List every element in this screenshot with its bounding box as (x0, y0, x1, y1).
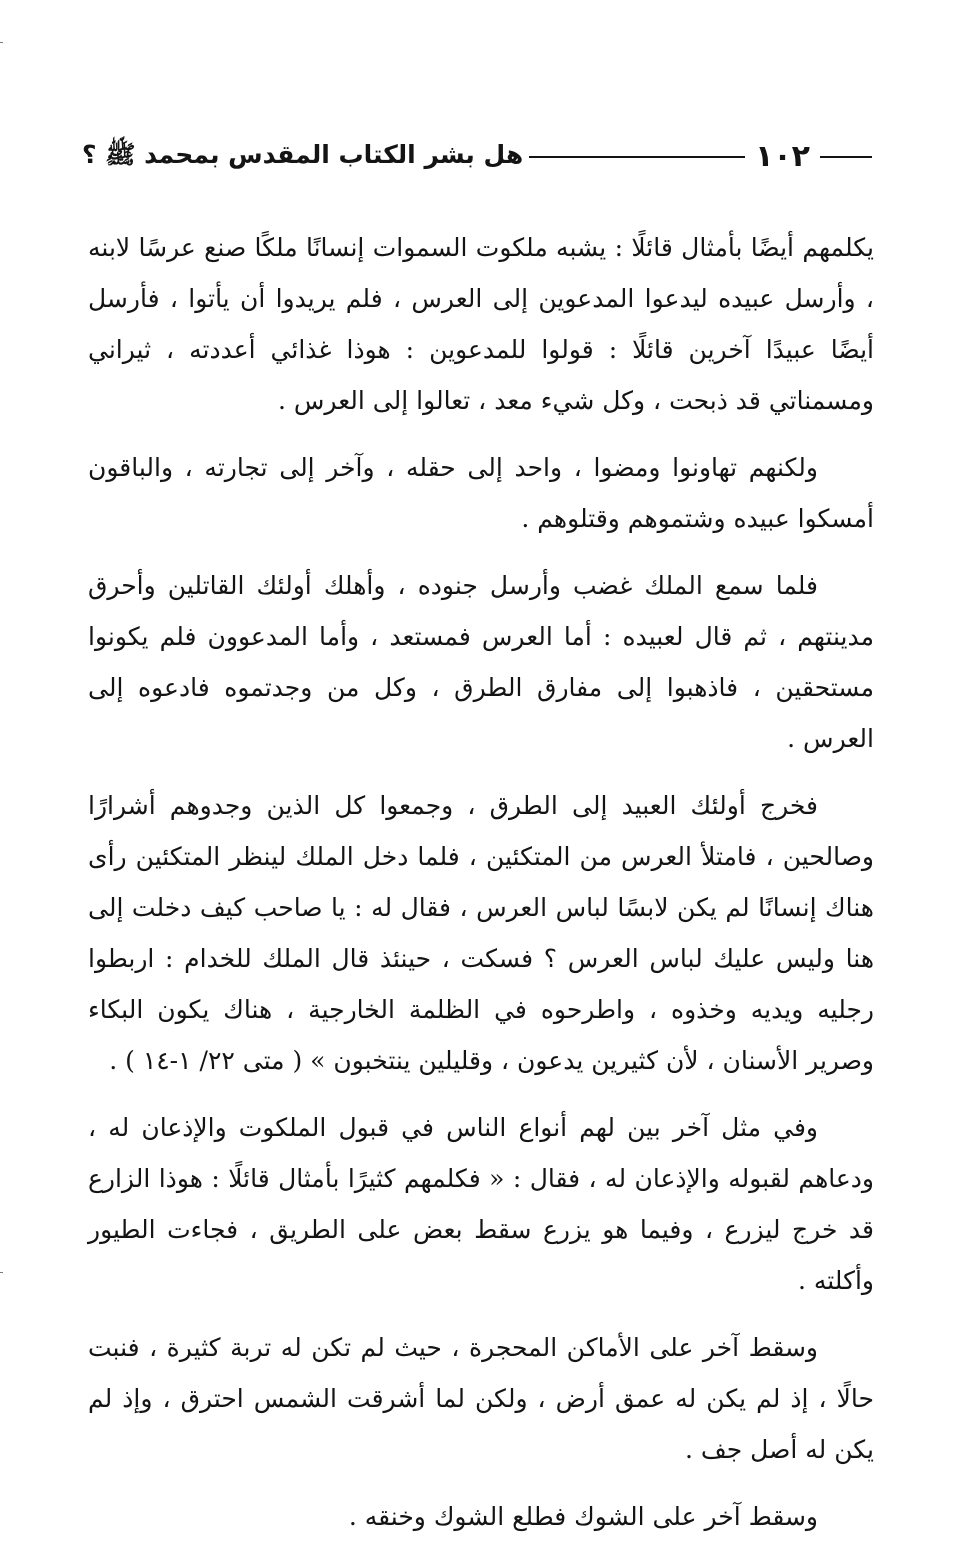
paragraph: وسقط آخر على الشوك فطلع الشوك وخنقه . (348, 1502, 818, 1531)
header-rule (529, 156, 745, 158)
body-text (88, 222, 874, 1558)
paragraph: وسقط آخر على الأماكن المحجرة ، حيث لم تكن له تربة كثيرة ، فنبت حالًا ، إذ لم يكن له عمق أرض ، ولكن لما أشرقت الشمس احترق ، وإذ لم يكن له أصل جف . (88, 1333, 874, 1464)
scan-edge-mark (0, 1272, 3, 1273)
page-number: ١٠٢ (755, 139, 810, 174)
header-rule (820, 156, 872, 158)
paragraph: وفي مثل آخر بين لهم أنواع الناس في قبول الملكوت والإذعان له ، ودعاهم لقبوله والإذعان له ، فقال : « فكلمهم كثيرًا بأمثال قائلًا : هوذا الزارع قد خرج ليزرع ، وفيما هو يزرع سقط بعض على الطريق ، فجاءت الطيور وأكلته . (88, 1113, 874, 1295)
paragraph: فخرج أولئك العبيد إلى الطرق ، وجمعوا كل الذين وجدوهم أشرارًا وصالحين ، فامتلأ العرس من المتكئين ، فلما دخل الملك لينظر المتكئين رأى هناك إنسانًا لم يكن لابسًا لباس العرس ، فقال له : يا صاحب كيف دخلت إلى هنا وليس عليك لباس العرس ؟ فسكت ، حينئذ قال الملك للخدام : اربطوا رجليه ويديه وخذوه ، واطرحوه في الظلمة الخارجية ، هناك يكون البكاء وصرير الأسنان ، لأن كثيرين يدعون ، وقليلين ينتخبون » ( متى ٢٢/ ١-١٤ ) . (88, 791, 875, 1075)
paragraph: يكلمهم أيضًا بأمثال قائلًا : يشبه ملكوت السموات إنسانًا ملكًا صنع عرسًا لابنه ، وأرسل عبيده ليدعوا المدعوين إلى العرس ، فلم يريدوا أن يأتوا ، فأرسل أيضًا عبيدًا آخرين قائلًا : قولوا للمدعوين : هوذا غذائي أعددته ، ثيراني ومسمناتي قد ذبحت ، وكل شيء معد ، تعالوا إلى العرس . (88, 233, 874, 415)
paragraph: فلما سمع الملك غضب وأرسل جنوده ، وأهلك أولئك القاتلين وأحرق مدينتهم ، ثم قال لعبيده : أما العرس فمستعد ، وأما المدعوون فلم يكونوا مستحقين ، فاذهبوا إلى مفارق الطرق ، وكل من وجدتموه فادعوه إلى العرس . (88, 571, 874, 753)
scan-edge-mark (0, 42, 3, 43)
page-header (82, 134, 872, 180)
running-title: هل بشر الكتاب المقدس بمحمد ﷺ ؟ (82, 139, 524, 169)
paragraph: ولكنهم تهاونوا ومضوا ، واحد إلى حقله ، وآخر إلى تجارته ، والباقون أمسكوا عبيده وشتموهم وقتلوهم . (88, 453, 874, 533)
